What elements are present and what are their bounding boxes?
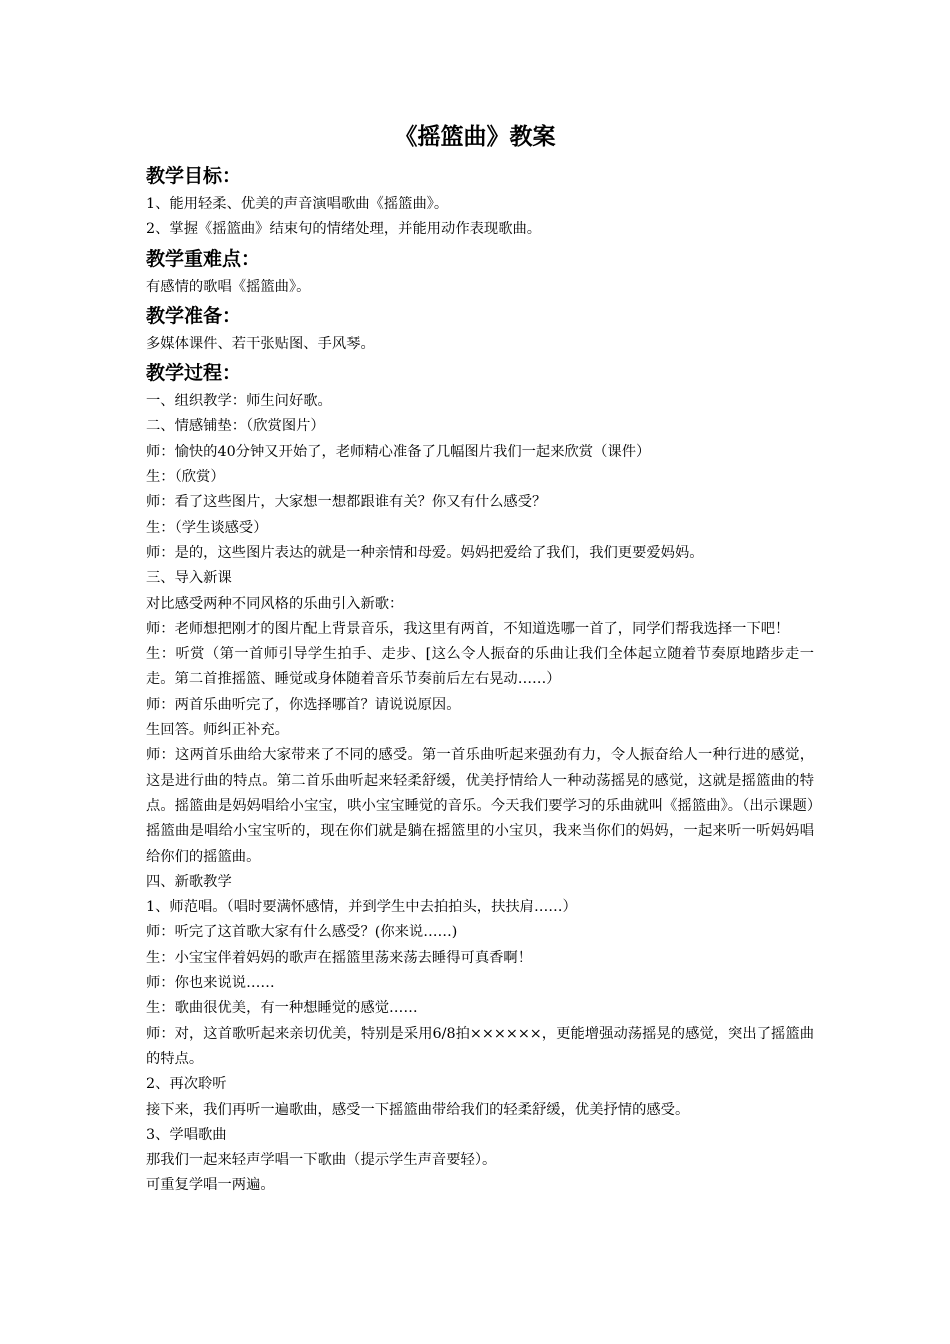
- section-key-difficulties: [146, 243, 814, 300]
- paragraph: 三、导入新课: [146, 570, 232, 587]
- document-body: [146, 160, 814, 1199]
- paragraph: 师：这两首乐曲给大家带来了不同的感受。第一首乐曲听起来强劲有力，令人振奋给人一种行进的感觉，这是进行曲的特点。第二首乐曲听起来轻柔舒缓，优美抒情给人一种动荡摇晃的感觉，这就是摇篮曲的特点。摇篮曲是妈妈唱给小宝宝，哄小宝宝睡觉的音乐。今天我们要学习的乐曲就叫《摇篮曲》。（出示课题）摇篮曲是唱给小宝宝听的，现在你们就是躺在摇篮里的小宝贝，我来当你们的妈妈，一起来听一听妈妈唱给你们的摇篮曲。: [146, 747, 814, 865]
- paragraph: 师：愉快的40分钟又开始了，老师精心准备了几幅图片我们一起来欣赏（课件）: [146, 443, 651, 460]
- paragraph: 师：两首乐曲听完了，你选择哪首？请说说原因。: [146, 696, 461, 713]
- section-heading: 教学目标：: [146, 165, 242, 187]
- section-teaching-process: [146, 357, 814, 1199]
- paragraph: 对比感受两种不同风格的乐曲引入新歌：: [146, 595, 404, 612]
- paragraph: 生：（欣赏）: [146, 469, 225, 486]
- paragraph: 师：对，这首歌听起来亲切优美，特别是采用6/8拍××××××，更能增强动荡摇晃的感觉，突出了摇篮曲的特点。: [146, 1025, 814, 1067]
- section-heading: 教学重难点：: [146, 247, 261, 270]
- paragraph: 1、师范唱。（唱时要满怀感情，并到学生中去拍拍头，扶扶肩……）: [146, 899, 577, 916]
- paragraph: 生：歌曲很优美，有一种想睡觉的感觉……: [146, 1000, 418, 1017]
- paragraph: 3、学唱歌曲: [146, 1126, 227, 1143]
- paragraph: 那我们一起来轻声学唱一下歌曲（提示学生声音要轻）。: [146, 1152, 497, 1169]
- section-teaching-objectives: [146, 160, 814, 243]
- paragraph: 2、再次聆听: [146, 1076, 227, 1093]
- paragraph: 生：小宝宝伴着妈妈的歌声在摇篮里荡来荡去睡得可真香啊！: [146, 949, 533, 966]
- section-teaching-preparation: [146, 300, 814, 357]
- paragraph: 师：你也来说说……: [146, 975, 275, 992]
- paragraph: 多媒体课件、若干张贴图、手风琴。: [146, 335, 375, 352]
- section-heading: 教学准备：: [146, 304, 242, 327]
- paragraph: 四、新歌教学: [146, 873, 232, 890]
- paragraph: 师：是的，这些图片表达的就是一种亲情和母爱。妈妈把爱给了我们，我们更要爱妈妈。: [146, 544, 704, 561]
- paragraph: 生：听赏（第一首师引导学生拍手、走步、[这么令人振奋的乐曲让我们全体起立随着节奏原地踏步走一走。第二首推摇篮、睡觉或身体随着音乐节奏前后左右晃动……）: [146, 646, 814, 688]
- paragraph: 可重复学唱一两遍。: [146, 1177, 275, 1194]
- paragraph: 生：（学生谈感受）: [146, 519, 268, 536]
- paragraph: 接下来，我们再听一遍歌曲，感受一下摇篮曲带给我们的轻柔舒缓，优美抒情的感受。: [146, 1101, 690, 1118]
- paragraph: 二、情感铺垫：（欣赏图片）: [146, 418, 325, 435]
- paragraph: 有感情的歌唱《摇篮曲》。: [146, 278, 311, 295]
- paragraph: 生回答。师纠正补充。: [146, 722, 289, 739]
- paragraph: 1、能用轻柔、优美的声音演唱歌曲《摇篮曲》。: [146, 196, 449, 212]
- paragraph: 师：听完了这首歌大家有什么感受？(你来说……): [146, 924, 458, 941]
- paragraph: 2、掌握《摇篮曲》结束句的情绪处理，并能用动作表现歌曲。: [146, 221, 542, 238]
- section-heading: 教学过程：: [146, 362, 242, 385]
- paragraph: 一、组织教学：师生问好歌。: [146, 393, 332, 410]
- document-title: 《摇篮曲》教案: [394, 123, 556, 150]
- paragraph: 师：看了这些图片，大家想一想都跟谁有关？你又有什么感受？: [146, 494, 547, 511]
- paragraph: 师：老师想把刚才的图片配上背景音乐，我这里有两首，不知道选哪一首了，同学们帮我选择一下吧！: [146, 620, 790, 637]
